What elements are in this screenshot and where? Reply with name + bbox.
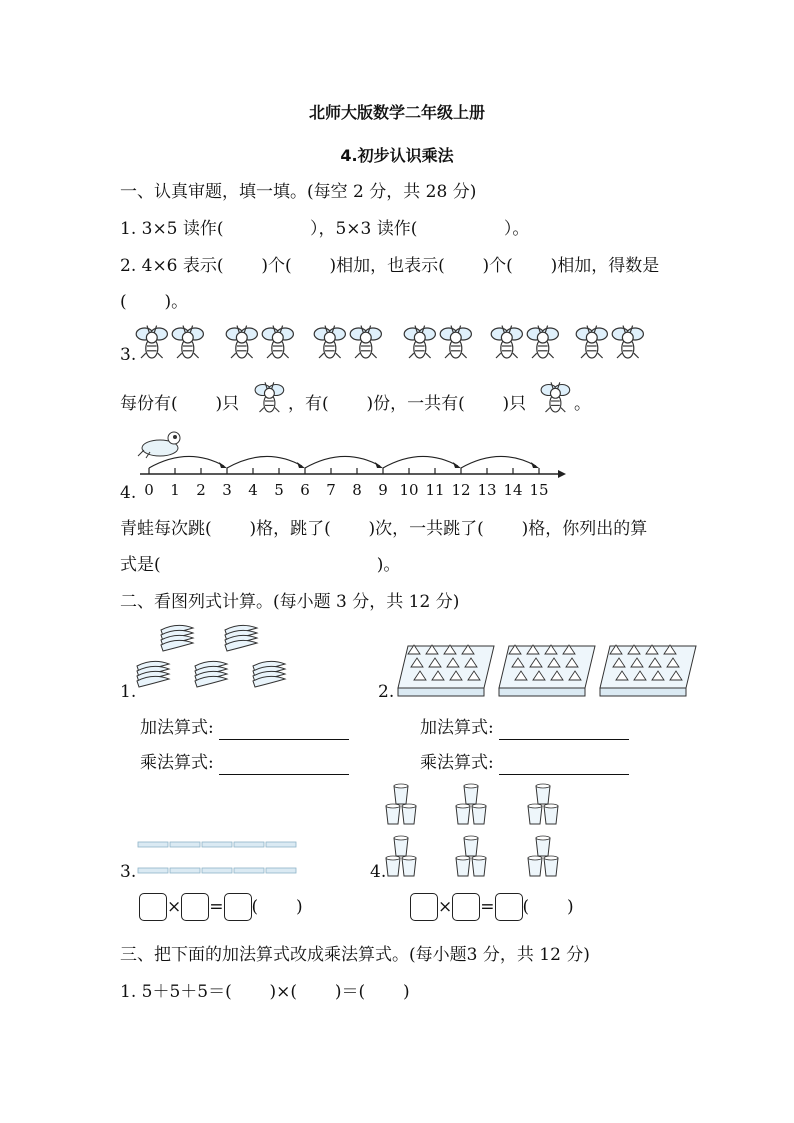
cake-trays-illustration — [396, 638, 702, 698]
question-1-4-line2: 式是( )。 — [120, 555, 401, 575]
section3-heading: 三、把下面的加法算式改成乘法算式。(每小题3 分，共 12 分) — [120, 945, 590, 965]
sticks-illustration — [138, 836, 300, 878]
answer-box[interactable] — [224, 893, 252, 921]
bee-icon — [252, 377, 288, 413]
question-1-3-text-c: 。 — [574, 394, 591, 414]
problem-2-3-equation: × = ( ) — [139, 893, 303, 921]
number-line-tick-label: 9 — [378, 481, 388, 499]
answer-blank[interactable] — [219, 756, 349, 775]
number-line-tick-label: 7 — [326, 481, 336, 499]
section2-heading: 二、看图列式计算。(每小题 3 分，共 12 分) — [120, 592, 460, 612]
problem-2-4-number: 4. — [370, 862, 387, 882]
document-title: 北师大版数学二年级上册 — [308, 103, 485, 122]
number-line-tick-label: 12 — [451, 481, 471, 499]
question-1-1: 1. 3×5 读作( ），5×3 读作( ）。 — [120, 219, 530, 239]
number-line-tick-label: 1 — [170, 481, 180, 499]
number-line-tick-label: 2 — [196, 481, 206, 499]
answer-box[interactable] — [495, 893, 523, 921]
cup-groups-illustration — [386, 780, 586, 880]
number-line-tick-label: 4 — [248, 481, 258, 499]
number-line-tick-label: 15 — [529, 481, 549, 499]
answer-box[interactable] — [410, 893, 438, 921]
problem-2-2-mul-label: 乘法算式: — [420, 751, 629, 775]
question-1-3-number: 3. — [120, 345, 137, 365]
banana-bunches-illustration — [135, 620, 295, 700]
number-line-tick-label: 10 — [399, 481, 419, 499]
number-line-tick-label: 13 — [477, 481, 497, 499]
answer-box[interactable] — [139, 893, 167, 921]
problem-2-1-number: 1. — [120, 682, 137, 702]
question-1-3-text-a: 每份有( )只 — [120, 394, 240, 414]
document-subtitle: 4.初步认识乘法 — [340, 146, 454, 165]
section1-heading: 一、认真审题，填一填。(每空 2 分，共 28 分) — [120, 182, 477, 202]
problem-2-1-mul-label: 乘法算式: — [140, 751, 349, 775]
answer-box[interactable] — [181, 893, 209, 921]
question-1-2-line2: ( )。 — [120, 292, 189, 312]
answer-blank[interactable] — [219, 721, 349, 740]
question-1-4-line1: 青蛙每次跳( )格，跳了( )次，一共跳了( )格，你列出的算 — [120, 519, 648, 539]
question-1-2-line1: 2. 4×6 表示( )个( )相加，也表示( )个( )相加，得数是 — [120, 256, 660, 276]
number-line-tick-label: 5 — [274, 481, 284, 499]
answer-blank[interactable] — [499, 721, 629, 740]
problem-2-3-number: 3. — [120, 862, 137, 882]
question-1-3-text-b: ，有( )份，一共有( )只 — [288, 394, 527, 414]
number-line-tick-label: 6 — [300, 481, 310, 499]
question-3-1: 1. 5＋5＋5＝( )×( )＝( ) — [120, 982, 410, 1002]
problem-2-2-add-label: 加法算式: — [420, 716, 629, 740]
answer-box[interactable] — [452, 893, 480, 921]
number-line-tick-label: 11 — [425, 481, 445, 499]
problem-2-1-add-label: 加法算式: — [140, 716, 349, 740]
question-1-4-number: 4. — [120, 483, 137, 503]
number-line-tick-label: 3 — [222, 481, 232, 499]
number-line-tick-label: 0 — [144, 481, 154, 499]
problem-2-4-equation: × = ( ) — [410, 893, 574, 921]
answer-blank[interactable] — [499, 756, 629, 775]
number-line-tick-label: 14 — [503, 481, 523, 499]
bee-icon — [538, 377, 574, 413]
number-line-tick-label: 8 — [352, 481, 362, 499]
problem-2-2-number: 2. — [378, 682, 395, 702]
bee-groups-illustration — [135, 318, 655, 366]
